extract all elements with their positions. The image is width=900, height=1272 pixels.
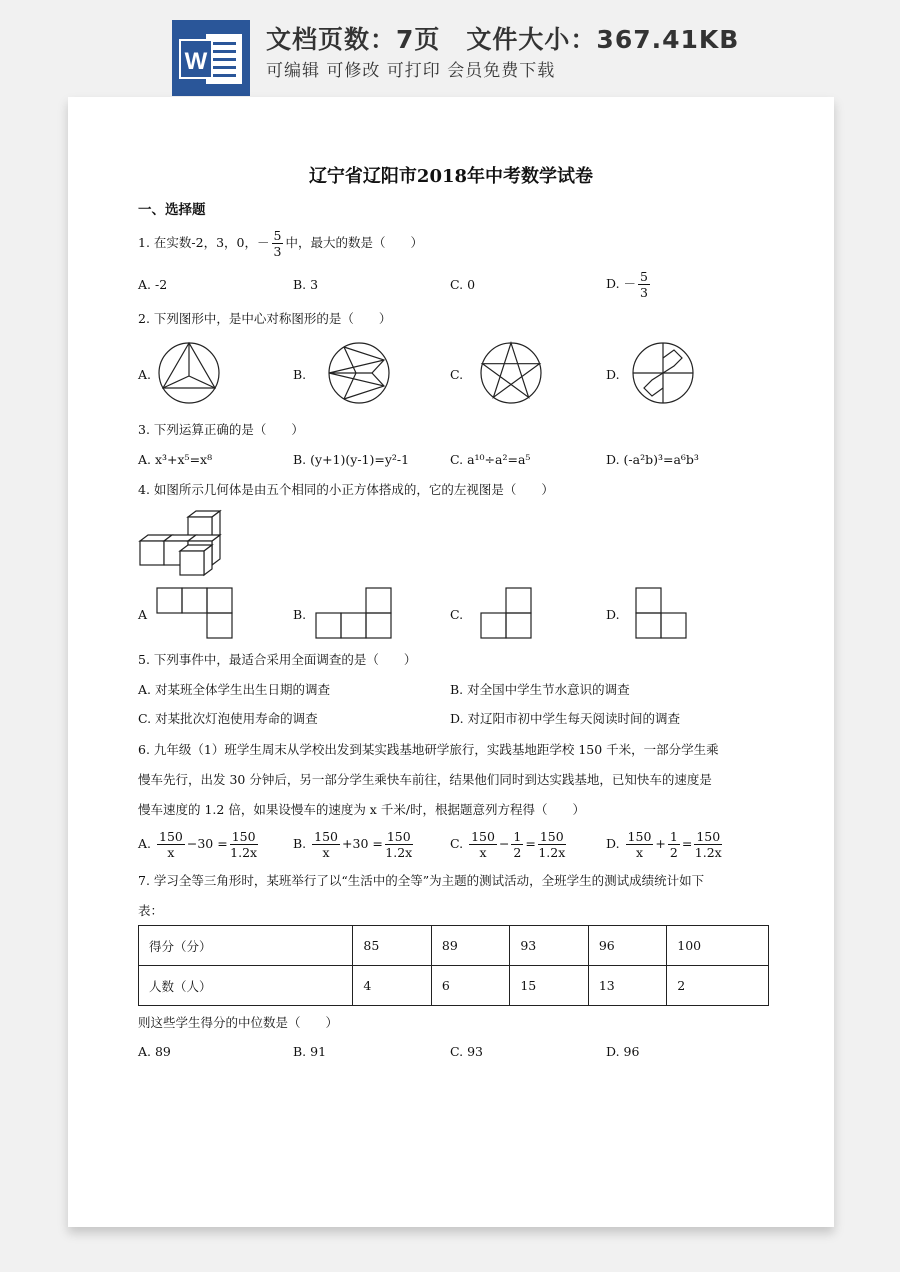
q6-b-d2: 1.2x [385,845,413,860]
q4-solid-figure [136,509,224,579]
q6-d-d2: 1.2x [694,845,722,860]
q6-c-op: − [498,836,510,851]
q7-option-d: D. 96 [606,1044,640,1059]
q1-option-c: C. 0 [450,277,476,292]
question-7-line-2: 表： [138,903,164,918]
question-4: 4. 如图所示几何体是由五个相同的小正方体搭成的，它的左视图是（ ） [138,482,554,497]
q5-option-d: D. 对辽阳市初中学生每天阅读时间的调查 [450,711,681,726]
q4-view-b [315,587,395,641]
q6-d-d1: x [635,845,643,860]
question-7-line-1: 7. 学习全等三角形时，某班举行了以“生活中的全等”为主题的测试活动，全班学生的测试成绩统计如下 [138,873,705,888]
q6-c-frac-half [511,829,523,860]
q4-view-d [635,587,691,641]
table-row [139,926,769,966]
q6-c-frac-2 [538,829,566,860]
q3-option-b: B. (y+1)(y-1)=y²-1 [293,452,410,467]
q6-d-frac-half [668,829,680,860]
q4-view-c [480,587,536,641]
table-cell: 2 [667,966,769,1006]
q6-b-n2: 150 [386,829,411,844]
table-row [139,966,769,1006]
table-cell: 15 [510,966,588,1006]
q2-option-a: A. [138,367,152,382]
q1-minus: － [256,235,270,250]
q4-view-a [156,587,236,641]
q1-text-start: 1. 在实数-2，3，0， [138,235,257,250]
q6-c-n2: 150 [539,829,564,844]
file-size: 文件大小：367.41KB [466,25,740,54]
q3-option-d: D. (-a²b)³=a⁶b³ [606,452,699,467]
q6-option-d [606,829,724,860]
q6-option-c [450,829,568,860]
q7-question: 则这些学生得分的中位数是（ ） [138,1015,339,1030]
table-cell: 得分（分） [139,926,353,966]
q1-d-label: D. [606,276,624,291]
q6-c-eq: = [525,836,536,851]
q6-b-frac-2 [385,829,413,860]
q6-d-eq: = [681,836,693,851]
question-3: 3. 下列运算正确的是（ ） [138,422,304,437]
q6-d-fd: 2 [669,845,678,860]
q6-b-label: B. [293,836,307,851]
q6-d-n1: 150 [627,829,652,844]
q6-c-fn: 1 [513,829,522,844]
q6-a-frac-1 [157,829,185,860]
q6-b-op: +30 = [342,836,383,851]
table-cell: 93 [510,926,588,966]
doc-stats [266,20,739,56]
q1-text-end: 中，最大的数是（ ） [285,235,423,250]
q2-option-d: D. [606,367,620,382]
score-table [138,925,769,1006]
q5-option-a: A. 对某班全体学生出生日期的调查 [138,682,330,697]
q6-d-frac-1 [626,829,654,860]
table-cell: 85 [353,926,431,966]
q2-option-b: B. [293,367,307,382]
question-2: 2. 下列图形中，是中心对称图形的是（ ） [138,311,392,326]
question-6-line-3: 慢车速度的 1.2 倍，如果设慢车的速度为 x 千米/时，根据题意列方程得（ ） [138,802,586,817]
table-cell: 4 [353,966,431,1006]
q6-d-op: + [655,836,666,851]
download-banner [0,0,900,96]
q3-option-c: C. a¹⁰÷a²=a⁵ [450,452,531,467]
q6-c-d2: 1.2x [538,845,566,860]
q4-option-d: D. [606,607,620,622]
q1-d-minus: － [623,276,637,291]
q7-option-c: C. 93 [450,1044,483,1059]
q6-c-fd: 2 [513,845,522,860]
q7-option-a: A. 89 [138,1044,171,1059]
q6-d-frac-2 [694,829,722,860]
table-cell: 100 [667,926,769,966]
question-1 [138,228,423,259]
q1-option-a: A. -2 [138,277,168,292]
q6-a-label: A. [138,836,152,851]
q2-figure-b [326,340,392,406]
question-6-line-2: 慢车先行，出发 30 分钟后，另一部分学生乘快车前往，结果他们同时到达实践基地，已知快车的速度是 [138,772,712,787]
table-cell: 13 [588,966,666,1006]
q1-option-b: B. 3 [293,277,319,292]
q1-d-den: 3 [640,285,648,300]
q2-figure-a [156,340,222,406]
svg-text:W: W [184,48,208,75]
exam-paper [68,97,834,1227]
q6-a-d1: x [167,845,175,860]
q6-option-a [138,829,260,860]
q6-a-n2: 150 [231,829,256,844]
q6-d-label: D. [606,836,620,851]
table-cell: 96 [588,926,666,966]
q6-b-frac-1 [312,829,340,860]
q4-option-a: A [138,607,148,622]
q4-option-b: B. [293,607,307,622]
page-count: 文档页数：7页 [266,25,441,54]
q6-d-n2: 150 [696,829,721,844]
q6-b-n1: 150 [314,829,339,844]
q5-option-b: B. 对全国中学生节水意识的调查 [450,682,630,697]
q6-b-d1: x [322,845,330,860]
q1-num: 5 [273,228,282,243]
table-cell: 6 [431,966,509,1006]
table-cell: 89 [431,926,509,966]
q1-d-fraction [638,269,650,300]
q6-a-d2: 1.2x [230,845,258,860]
q6-option-b [293,829,415,860]
q6-a-n1: 150 [159,829,183,844]
q2-option-c: C. [450,367,464,382]
q1-d-num: 5 [640,269,648,284]
q2-figure-c [478,340,544,406]
q3-option-a: A. x³+x⁵=x⁸ [138,452,213,467]
question-5: 5. 下列事件中，最适合采用全面调查的是（ ） [138,652,417,667]
table-cell: 人数（人） [139,966,353,1006]
q1-fraction [272,228,284,259]
q4-option-c: C. [450,607,464,622]
q6-d-fn: 1 [669,829,678,844]
feature-list: 可编辑 可修改 可打印 会员免费下载 [266,61,556,81]
q6-c-label: C. [450,836,464,851]
q1-option-d [606,269,652,300]
q6-a-op: −30 = [186,836,228,851]
q6-c-n1: 150 [471,829,495,844]
section-heading: 一、选择题 [138,202,206,218]
q2-figure-d [630,340,696,406]
word-doc-icon [172,20,250,96]
q7-option-b: B. 91 [293,1044,327,1059]
q1-den: 3 [273,244,282,259]
paper-title: 辽宁省辽阳市2018年中考数学试卷 [308,166,594,187]
q6-a-frac-2 [230,829,258,860]
q5-option-c: C. 对某批次灯泡使用寿命的调查 [138,711,318,726]
question-6-line-1: 6. 九年级（1）班学生周末从学校出发到某实践基地研学旅行，实践基地距学校 150 千米，一部分学生乘 [138,742,719,757]
q6-c-d1: x [479,845,487,860]
q6-c-frac-1 [469,829,497,860]
